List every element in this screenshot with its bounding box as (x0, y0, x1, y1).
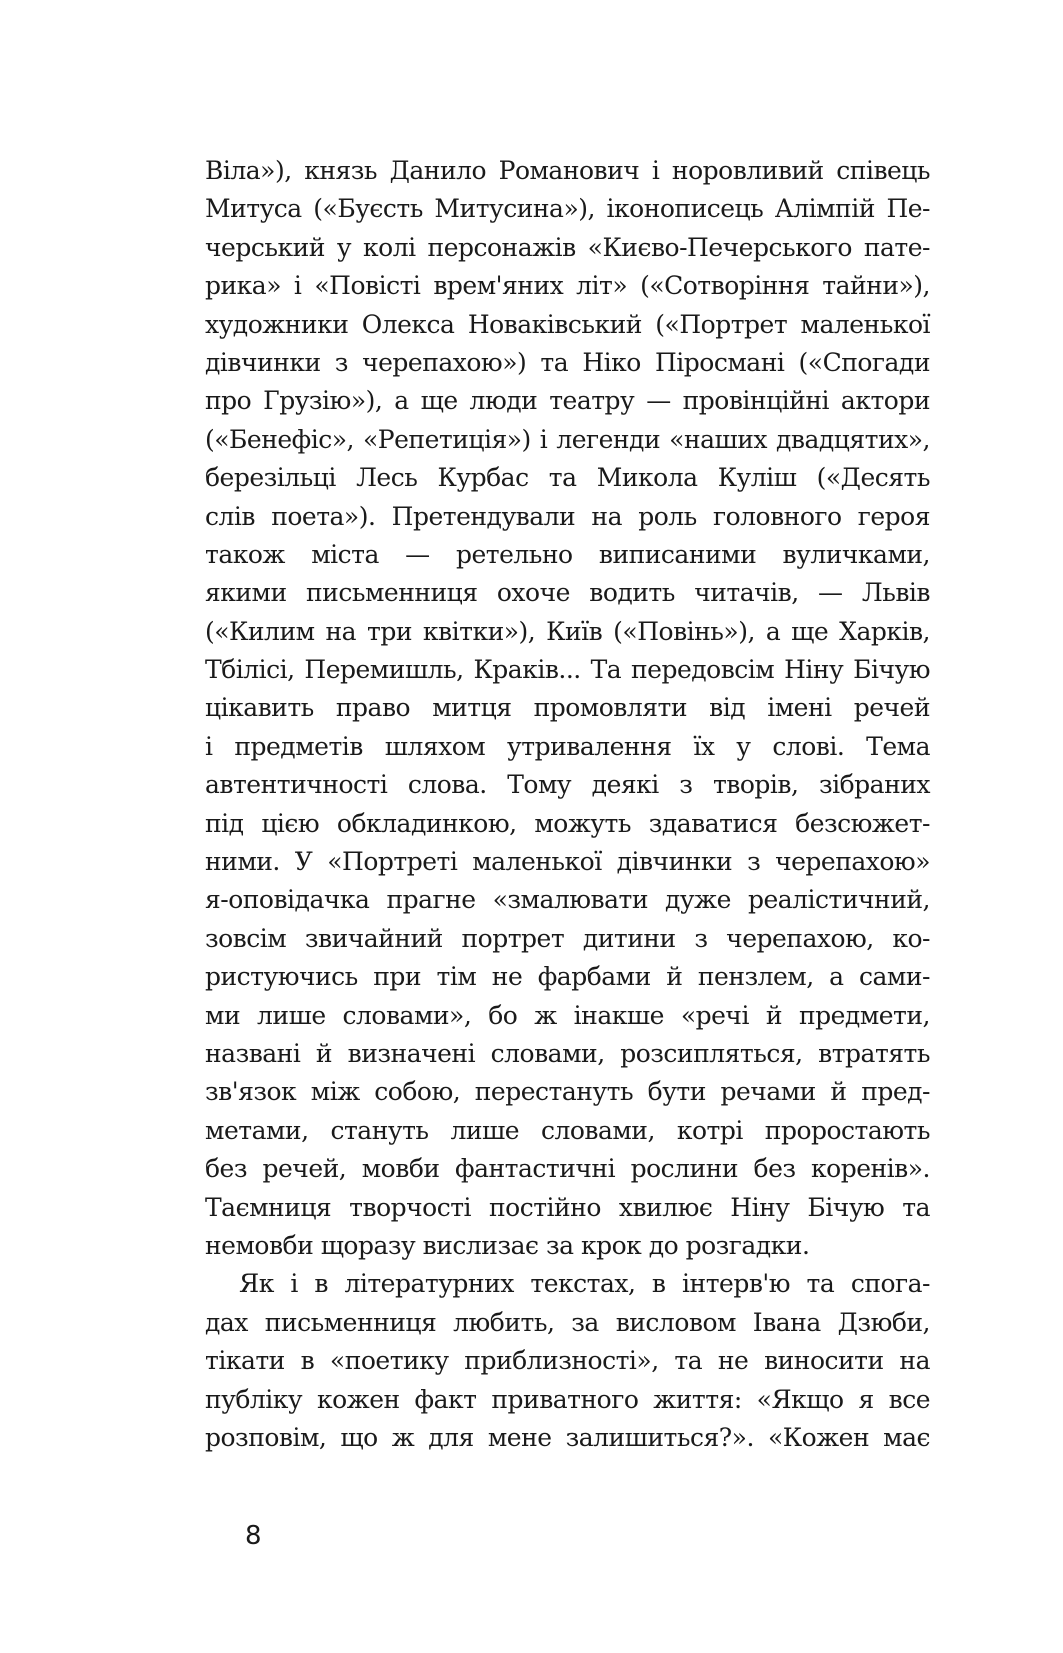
text-line: розповім, що ж для мене залишиться?». «Кожен має (205, 1422, 930, 1452)
text-line: художники Олекса Новаківський («Портрет маленької (205, 309, 930, 339)
text-line: без речей, мовби фантастичні рослини без коренів». (205, 1154, 930, 1184)
text-line: автентичності слова. Тому деякі з творів, зібраних (205, 770, 930, 800)
text-line: публіку кожен факт приватного життя: «Якщо я все (205, 1384, 930, 1414)
text-line: метами, стануть лише словами, котрі проростають (205, 1115, 930, 1145)
text-line: черський у колі персонажів «Києво-Печерського пате- (205, 232, 930, 262)
text-line: Віла»), князь Данило Романович і норовливий співець (205, 156, 930, 185)
text-line: тікати в «поетику приблизності», та не виносити на (205, 1346, 930, 1376)
text-line: слів поета»). Претендували на роль головного героя (205, 501, 930, 531)
body-text (205, 152, 930, 1457)
text-line: зв'язок між собою, перестануть бути речами й пред- (205, 1077, 930, 1107)
text-line: про Грузію»), а ще люди театру — провінційні актори (205, 386, 930, 416)
text-line: немовби щоразу вислизає за крок до розгадки. (205, 1230, 810, 1260)
text-line: якими письменниця охоче водить читачів, — Львів (205, 578, 930, 608)
text-line: я-оповідачка прагне «змалювати дуже реалістичний, (205, 885, 930, 915)
text-line: ними. У «Портреті маленької дівчинки з черепахою» (205, 847, 930, 877)
text-line: Як і в літературних текстах, в інтерв'ю та спога- (239, 1269, 930, 1299)
text-line: дівчинки з черепахою») та Ніко Піросмані («Спогади (205, 347, 930, 377)
text-line: ристуючись при тім не фарбами й пензлем, а сами- (205, 962, 930, 992)
page-number: 8 (245, 1521, 262, 1551)
text-line: зовсім звичайний портрет дитини з черепахою, ко- (205, 923, 930, 953)
paragraph (205, 152, 930, 1265)
text-line: («Бенефіс», «Репетиція») і легенди «наших двадцятих», (205, 424, 930, 454)
text-line: Митуса («Буєсть Митусина»), іконописець Алімпій Пе- (205, 194, 930, 224)
text-line: також міста — ретельно виписаними вуличками, (205, 539, 930, 569)
text-line: і предметів шляхом утривалення їх у слові. Тема (205, 731, 930, 761)
text-line: Тбілісі, Перемишль, Краків... Та передовсім Ніну Бічую (205, 655, 930, 685)
text-line: («Килим на три квітки»), Київ («Повінь»), а ще Харків, (205, 616, 930, 646)
text-line: під цією обкладинкою, можуть здаватися безсюжет- (205, 808, 930, 838)
paragraph (205, 1265, 930, 1457)
text-line: ми лише словами», бо ж інакше «речі й предмети, (205, 1000, 930, 1030)
text-line: цікавить право митця промовляти від імені речей (205, 693, 930, 723)
text-line: Таємниця творчості постійно хвилює Ніну Бічую та (205, 1192, 930, 1222)
text-line: дах письменниця любить, за висловом Івана Дзюби, (205, 1307, 930, 1337)
text-line: рика» і «Повісті врем'яних літ» («Сотворіння тайни»), (205, 271, 930, 301)
text-line: березільці Лесь Курбас та Микола Куліш («Десять (205, 463, 930, 493)
text-line: названі й визначені словами, розсипляться, втратять (205, 1038, 930, 1068)
